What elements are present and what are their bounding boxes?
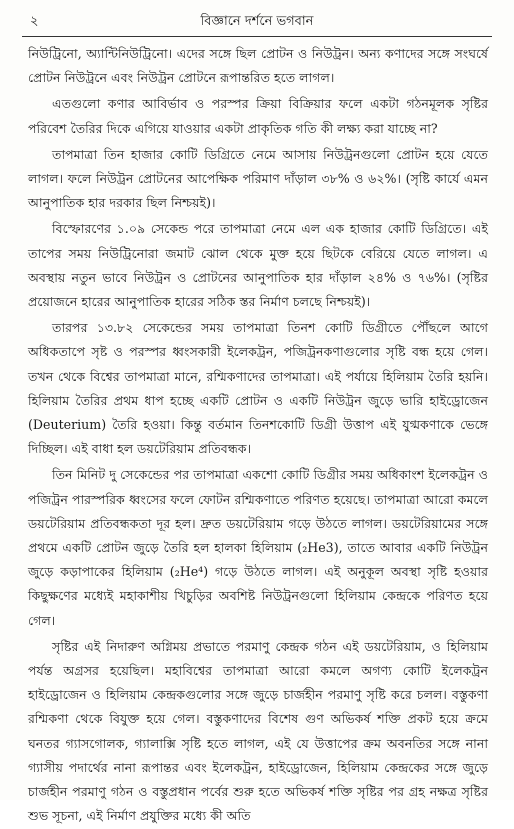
paragraph: সৃষ্টির এই নিদারুণ অগ্নিময় প্রভাতে পরমাণু কেন্দ্রক গঠন এই ডয়টেরিয়াম, ও হিলিয়াম পর্যন্ত অগ্রসর হয়েছিল। মহাবিশ্বের তাপমাত্রা আরো কমলে অগণ্য কোটি ইলেকট্রন হাইড্রোজেন ও হিলিয়াম কেন্দ্রকগুলোর সঙ্গে জুড়ে চার্জহীন পরমাণু সৃষ্টি করে চলল। বস্তুকণা রশ্মিকণা থেকে বিযুক্ত হয়ে গেল। বস্তুকণাদের বিশেষ গুণ অভিকর্ষ শক্তি প্রকট হয়ে ক্রমে ঘনতর গ্যাসগোলক, গ্যালাক্সি সৃষ্টি হতে লাগল, এই যে উত্তাপের ক্রম অবনতির সঙ্গে নানা গ্যাসীয় পদার্থের নানা রূপান্তর এবং ইলেকট্রন, হাইড্রোজেন, হিলিয়াম কেন্দ্রকের সঙ্গে জুড়ে চার্জহীন পরমাণু গঠন ও বস্তুপ্রধান পর্বের শুরু হতে অভিকর্ষ শক্তি সৃষ্টির পর গ্রহ নক্ষত্র সৃষ্টির শুভ সূচনা, এই নির্মাণ প্রযুক্তির মধ্যে কী অতি [28, 638, 488, 824]
paragraph: নিউট্রিনো, অ্যান্টিনিউট্রিনো। এদের সঙ্গে ছিল প্রোটন ও নিউট্রন। অন্য কণাদের সঙ্গে সংঘর্ষে প্রোটন নিউট্রনে এবং নিউট্রন প্রোটনে রূপান্তরিত হতে লাগল। [28, 46, 488, 86]
page-header [22, 10, 492, 34]
paragraph: তিন মিনিট দু সেকেন্ডের পর তাপমাত্রা একশো কোটি ডিগ্রীর সময় অধিকাংশ ইলেকট্রন ও পজিট্রন পারস্পরিক ধ্বংসের ফলে ফোটন রশ্মিকণাতে পরিণত হয়েছে। তাপমাত্রা আরো কমলে ডয়টেরিয়াম প্রতিবন্ধকতা দূর হল। দ্রুত ডয়টেরিয়াম গড়ে উঠতে লাগল। ডয়টেরিয়ামের সঙ্গে প্রথমে একটি প্রোটন জুড়ে তৈরি হল হালকা হিলিয়াম (₂He3), তাতে আবার একটি নিউট্রন জুড়ে কড়াপাকের হিলিয়াম (₂He⁴) গড়ে উঠতে লাগল। এই অনুকূল অবস্থা সৃষ্টি হওয়ার কিছুক্ষণের মধ্যেই মহাকাশীয় খিচুড়ির অবশিষ্ট নিউট্রনগুলো হিলিয়াম কেন্দ্রকে পরিণত হয়ে গেল। [28, 467, 488, 628]
header-rule [22, 36, 492, 37]
paragraph: বিস্ফোরণের ১.০৯ সেকেন্ড পরে তাপমাত্রা নেমে এল এক হাজার কোটি ডিগ্রিতে। এই তাপের সময় নিউট্রিনোরা জমাট ঝোল থেকে মুক্ত হয়ে ছিটকে বেরিয়ে যেতে লাগল। এ অবস্থায় নতুন ভাবে নিউট্রন ও প্রোটনের আনুপাতিক হার দাঁড়াল ২৪% ও ৭৬%। (সৃষ্টির প্রয়োজনে হারের আনুপাতিক হারের সঠিক স্তর নির্মাণ চলছে নিশ্চয়ই)। [28, 221, 488, 310]
paragraph: তারপর ১৩.৮২ সেকেন্ডের সময় তাপমাত্রা তিনশ কোটি ডিগ্রীতে পৌঁছলে আগে অধিকতাপে সৃষ্ট ও পরস্পর ধ্বংসকারী ইলেকট্রন, পজিট্রনকণাগুলোর সৃষ্টি বন্ধ হয়ে গেল। তখন থেকে বিশ্বের তাপমাত্রা মানে, রশ্মিকণাদের তাপমাত্রা। এই পর্যায়ে হিলিয়াম তৈরি হয়নি। হিলিয়াম তৈরির প্রথম ধাপ হচ্ছে একটি প্রোটন ও একটি নিউট্রন জুড়ে ভারি হাইড্রোজেন (Deuterium) তৈরি হওয়া। কিন্তু বর্তমান তিনশকোটি ডিগ্রী উত্তাপ এই যুগ্মকণাকে ভেঙ্গে দিচ্ছিল। এই বাধা হল ডয়টেরিয়াম প্রতিবন্ধক। [28, 320, 488, 457]
paragraph: এতগুলো কণার আবির্ভাব ও পরস্পর ক্রিয়া বিক্রিয়ার ফলে একটা গঠনমূলক সৃষ্টির পরিবেশ তৈরির দিকে এগিয়ে যাওয়ার একটা প্রাকৃতিক গতি কী লক্ষ্য করা যাচ্ছে না? [28, 96, 488, 136]
page-body [28, 42, 488, 824]
paragraph: তাপমাত্রা তিন হাজার কোটি ডিগ্রিতে নেমে আসায় নিউট্রনগুলো প্রোটন হয়ে যেতে লাগল। ফলে নিউট্রন প্রোটনের আপেক্ষিক পরিমাণ দাঁড়াল ৩৮% ও ৬২%। (সৃষ্টি কার্যে এমন আনুপাতিক হার দরকার ছিল নিশ্চয়ই)। [28, 146, 488, 211]
running-title: বিজ্ঞানে দর্শনে ভগবান [200, 14, 314, 29]
page-number: ২ [30, 14, 39, 29]
